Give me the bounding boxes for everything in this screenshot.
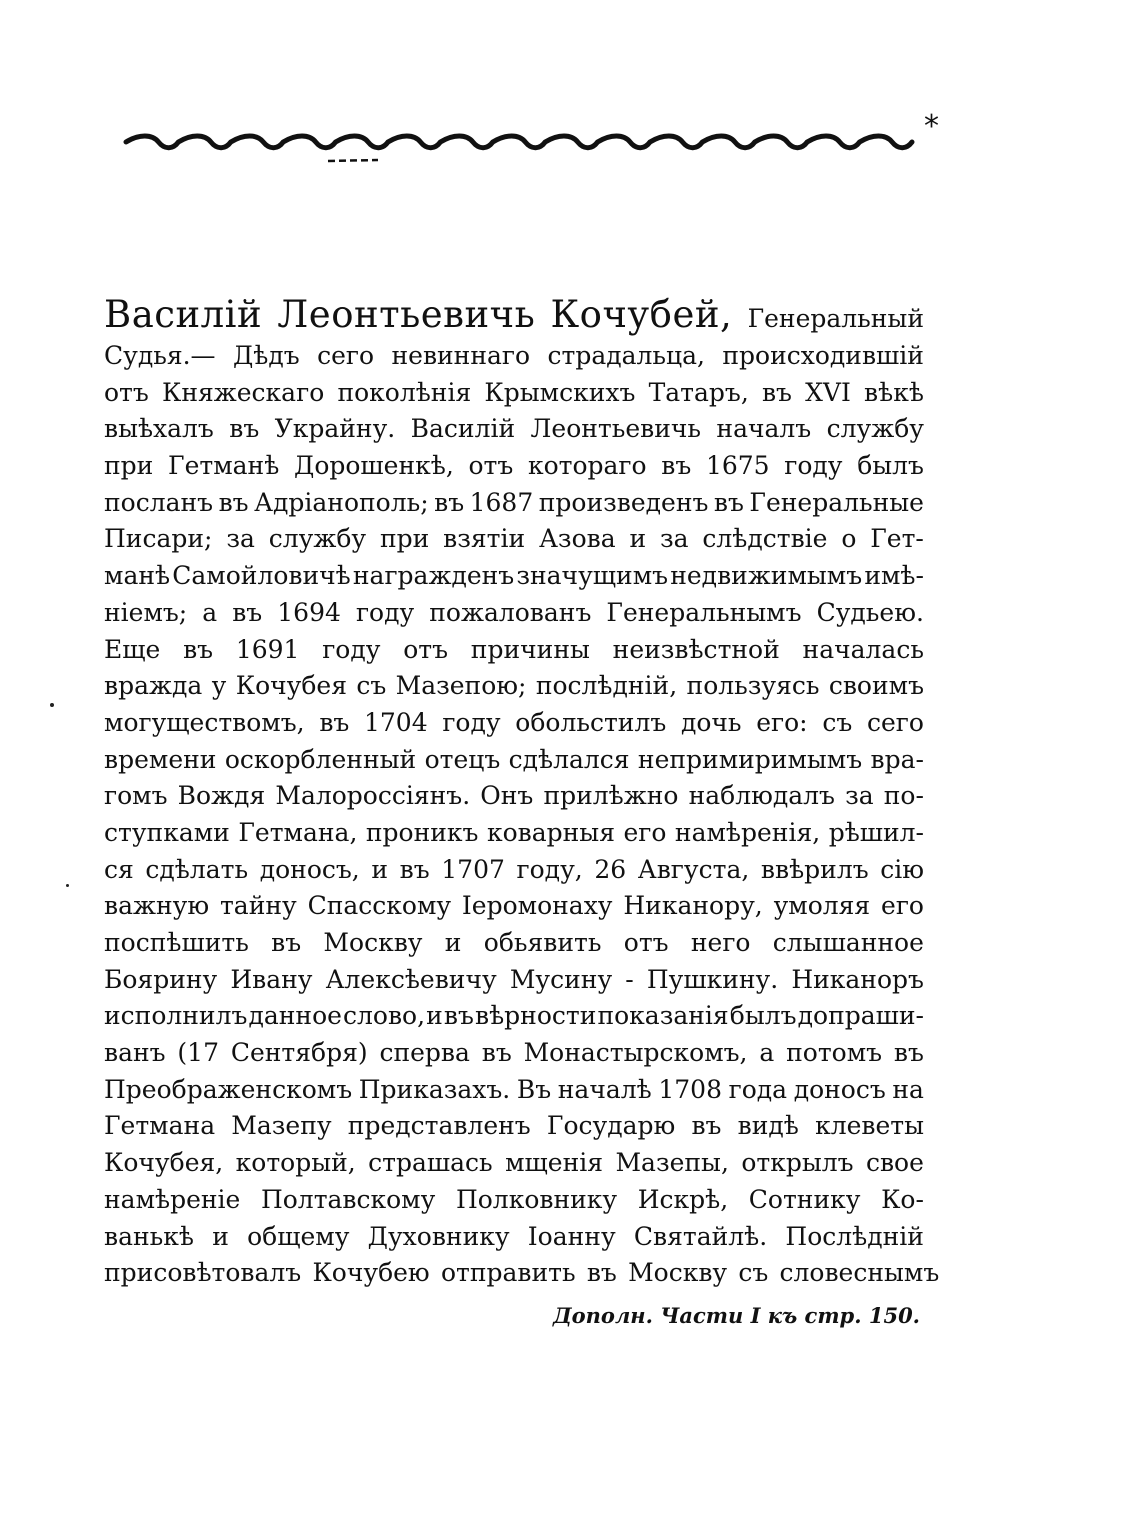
word: началась: [802, 634, 924, 664]
word: въ: [586, 1258, 617, 1288]
text-line-8: [104, 595, 924, 632]
word: Святайлѣ.: [633, 1221, 768, 1251]
word: въ: [434, 487, 465, 517]
text-line-13: [104, 778, 924, 815]
word: намѣренія,: [674, 817, 821, 847]
word: (17: [177, 1038, 219, 1068]
word: поколѣнія: [337, 377, 472, 407]
word: Княжескаго: [161, 377, 325, 407]
word: послѣдній,: [535, 671, 678, 701]
word: отъ: [104, 377, 149, 407]
text-line-2: [104, 375, 924, 412]
word: по-: [883, 781, 924, 811]
word: 1691: [235, 634, 300, 664]
paper-speck: [66, 884, 69, 887]
word: Леонтьевичь: [530, 414, 702, 444]
word: XVI: [805, 377, 851, 407]
word: Гетмана: [104, 1111, 216, 1141]
text-line-22: [104, 1108, 924, 1145]
word: сего: [866, 707, 924, 737]
word: вѣрности: [475, 1001, 597, 1031]
word: въ: [691, 1111, 722, 1141]
word: котораго: [527, 451, 647, 481]
word: Василій: [410, 414, 516, 444]
word: потомъ: [786, 1038, 883, 1068]
word: тайну: [219, 891, 297, 921]
text-line-21: [104, 1072, 924, 1109]
word: допраши-: [797, 1001, 924, 1031]
word: Малороссіянъ.: [275, 781, 471, 811]
word: манѣ: [104, 561, 171, 591]
text-lines: [104, 338, 940, 1292]
word: Въ: [516, 1074, 552, 1104]
word: 1675: [705, 451, 770, 481]
text-line-10: [104, 668, 924, 705]
word: въ: [232, 597, 263, 627]
word: времени: [104, 744, 217, 774]
word: который,: [235, 1148, 356, 1178]
word: ввѣрилъ: [760, 854, 869, 884]
word: въ: [443, 1001, 474, 1031]
word: Мазепою;: [395, 671, 527, 701]
word: дочь: [680, 707, 742, 737]
word: слѣдствіе: [702, 524, 828, 554]
word: свое: [865, 1148, 924, 1178]
word: награжденъ: [352, 561, 515, 591]
word: сего: [317, 341, 375, 370]
word: Мазепы,: [615, 1148, 729, 1178]
word: въ: [183, 634, 214, 664]
word: въ: [761, 377, 792, 407]
text-line-9: [104, 632, 924, 669]
word: при: [104, 451, 154, 481]
word: Никанору,: [623, 891, 763, 921]
word: Сотнику: [748, 1184, 861, 1214]
word: Августа,: [637, 854, 750, 884]
text-line-1: [104, 338, 924, 375]
word: Адріанополь;: [254, 487, 429, 517]
word: а: [202, 597, 218, 627]
word: въ: [319, 707, 350, 737]
word: страдальца,: [547, 341, 705, 370]
word: исполнилъ: [104, 1001, 248, 1031]
paper-speck: [50, 703, 54, 707]
word: при: [379, 524, 430, 554]
word: Монастырскомъ,: [523, 1038, 748, 1068]
word: посланъ: [104, 487, 214, 517]
word: происходившій: [722, 341, 924, 370]
word: поспѣшить: [104, 928, 249, 957]
word: словеснымъ: [779, 1258, 940, 1288]
word: страшась: [368, 1148, 493, 1178]
word: Украйну.: [274, 414, 396, 444]
word: его:: [756, 707, 808, 737]
word: причины: [470, 634, 590, 664]
word: отъ: [623, 928, 669, 957]
word: Кочубея,: [104, 1148, 224, 1178]
word: съ: [738, 1258, 769, 1288]
text-line-19: [104, 998, 924, 1035]
word: ніемъ;: [104, 597, 188, 627]
word: Духовнику: [367, 1221, 510, 1251]
text-line-4: [104, 448, 924, 485]
word: ванькѣ: [104, 1221, 194, 1251]
word: сперва: [379, 1038, 470, 1068]
word: Самойловичѣ: [172, 561, 351, 591]
word: клеветы: [815, 1111, 924, 1141]
word: Дѣдъ: [232, 341, 300, 370]
word: за: [226, 524, 255, 554]
word: Никаноръ: [791, 964, 924, 994]
word: Ко-: [881, 1184, 924, 1214]
heading-name-1: Василій: [104, 293, 263, 336]
word: Москву: [628, 1258, 728, 1288]
word: Боярину: [104, 964, 218, 994]
word: прилѣжно: [543, 781, 679, 811]
word: могуществомъ,: [104, 707, 305, 737]
word: показанія: [597, 1001, 729, 1031]
word: непримиримымъ: [637, 744, 863, 774]
word: Полковнику: [455, 1184, 618, 1214]
word: году,: [516, 854, 583, 884]
word: представленъ: [347, 1111, 531, 1141]
word: обольстилъ: [515, 707, 667, 737]
word: въ: [271, 928, 302, 957]
word: отъ: [468, 451, 514, 481]
word: 1694: [277, 597, 341, 627]
word: Онъ: [480, 781, 534, 811]
word: Судьею.: [816, 597, 924, 627]
word: -: [625, 964, 634, 994]
word: общему: [247, 1221, 350, 1251]
word: году: [442, 707, 501, 737]
text-line-14: [104, 815, 924, 852]
text-line-24: [104, 1182, 924, 1219]
word: за: [845, 781, 874, 811]
word: году: [322, 634, 381, 664]
word: и: [444, 928, 462, 957]
word: службу: [826, 414, 924, 444]
word: коварныя: [486, 817, 615, 847]
word: Москву: [323, 928, 423, 957]
text-line-16: [104, 888, 924, 925]
asterisk-mark: *: [924, 109, 939, 144]
word: въ: [229, 414, 260, 444]
word: Судья.—: [104, 341, 216, 370]
word: Гет-: [870, 524, 924, 554]
word: Мазепу: [231, 1111, 332, 1141]
word: года: [728, 1074, 788, 1104]
word: въ: [893, 1038, 924, 1068]
word: Іеромонаху: [461, 891, 613, 921]
word: съ: [822, 707, 853, 737]
word: Азова: [539, 524, 616, 554]
word: рѣшил-: [828, 817, 924, 847]
text-line-15: [104, 852, 924, 889]
word: Преображенскомъ: [104, 1074, 353, 1104]
word: вра-: [870, 744, 924, 774]
text-line-17: [104, 925, 924, 962]
word: видѣ: [737, 1111, 799, 1141]
word: невиннаго: [391, 341, 531, 370]
text-line-6: [104, 521, 924, 558]
word: слышанное: [772, 928, 924, 957]
word: сдѣлать: [145, 854, 249, 884]
word: его: [623, 817, 667, 847]
word: данное: [248, 1001, 342, 1031]
word: вражда: [104, 671, 203, 701]
word: Алексѣевичу: [325, 964, 497, 994]
word: неизвѣстной: [612, 634, 780, 664]
word: доносъ,: [259, 854, 360, 884]
word: Мусину: [509, 964, 613, 994]
word: 26: [594, 854, 627, 884]
word: него: [690, 928, 751, 957]
word: началъ: [716, 414, 812, 444]
word: Вождя: [177, 781, 266, 811]
word: 1708: [658, 1074, 722, 1104]
word: отъ: [403, 634, 449, 664]
word: доносъ: [793, 1074, 886, 1104]
word: обьявить: [483, 928, 602, 957]
word: Спасскому: [307, 891, 452, 921]
word: вѣкѣ: [864, 377, 924, 407]
word: отецъ: [424, 744, 501, 774]
word: значущимъ: [516, 561, 669, 591]
word: Дорошенкѣ,: [294, 451, 454, 481]
text-line-12: [104, 742, 924, 779]
text-line-5: [104, 485, 924, 522]
word: своимъ: [828, 671, 924, 701]
word: намѣреніе: [104, 1184, 241, 1214]
word: у: [211, 671, 227, 701]
text-line-25: [104, 1219, 924, 1256]
word: ванъ: [104, 1038, 166, 1068]
decorative-wave-ornament: [120, 112, 920, 172]
word: ступками: [104, 817, 230, 847]
text-line-26: [104, 1255, 940, 1292]
word: произведенъ: [538, 487, 709, 517]
word: пожалованъ: [429, 597, 592, 627]
word: его: [881, 891, 924, 921]
word: и: [629, 524, 647, 554]
word: оскорбленный: [224, 744, 417, 774]
heading-name-3: Кочубей,: [550, 293, 733, 336]
text-line-20: [104, 1035, 924, 1072]
word: началѣ: [557, 1074, 652, 1104]
word: въ: [218, 487, 249, 517]
word: и: [212, 1221, 229, 1251]
word: былъ: [857, 451, 924, 481]
word: Кочубея: [235, 671, 347, 701]
footer-reference: Дополн. Части I къ стр. 150.: [552, 1303, 920, 1328]
word: за: [660, 524, 689, 554]
word: и: [371, 854, 389, 884]
text-line-7: [104, 558, 924, 595]
word: Татаръ,: [648, 377, 749, 407]
word: взятіи: [443, 524, 526, 554]
word: гомъ: [104, 781, 168, 811]
word: о: [841, 524, 857, 554]
word: Искрѣ,: [637, 1184, 729, 1214]
word: Кочубею: [312, 1258, 430, 1288]
word: сдѣлался: [508, 744, 630, 774]
word: въ: [481, 1038, 512, 1068]
word: важную: [104, 891, 210, 921]
word: 1707: [441, 854, 505, 884]
word: году: [784, 451, 843, 481]
text-line-0: [104, 292, 924, 338]
word: Пушкину.: [646, 964, 779, 994]
word: въ: [661, 451, 692, 481]
word: отправить: [440, 1258, 576, 1288]
word: Писари;: [104, 524, 213, 554]
word: Генеральнымъ: [606, 597, 802, 627]
word: Генеральные: [749, 487, 924, 517]
article-text: [104, 292, 940, 1292]
word: 1687: [469, 487, 534, 517]
word: въ: [713, 487, 744, 517]
word: Полтавскому: [260, 1184, 436, 1214]
word: сію: [880, 854, 924, 884]
word: имѣ-: [864, 561, 924, 591]
word: мщенія: [505, 1148, 604, 1178]
word: 1704: [364, 707, 428, 737]
word: проникъ: [365, 817, 479, 847]
word: году: [355, 597, 415, 627]
text-line-3: [104, 411, 924, 448]
text-line-23: [104, 1145, 924, 1182]
word: былъ: [729, 1001, 797, 1031]
word: и: [426, 1001, 443, 1031]
heading-title: Генеральный: [747, 304, 924, 333]
word: Послѣдній: [785, 1221, 924, 1251]
word: Приказахъ.: [358, 1074, 511, 1104]
word: Крымскихъ: [484, 377, 636, 407]
text-line-11: [104, 705, 924, 742]
word: Гетманѣ: [168, 451, 280, 481]
word: Сентября): [230, 1038, 368, 1068]
word: наблюдалъ: [688, 781, 835, 811]
word: съ: [356, 671, 387, 701]
heading-name-2: Леонтьевичь: [277, 293, 536, 336]
word: Еще: [104, 634, 161, 664]
word: выѣхалъ: [104, 414, 214, 444]
word: на: [892, 1074, 924, 1104]
word: Іоанну: [527, 1221, 616, 1251]
word: пользуясь: [686, 671, 820, 701]
word: присовѣтовалъ: [104, 1258, 302, 1288]
word: открылъ: [741, 1148, 854, 1178]
word: а: [759, 1038, 775, 1068]
word: въ: [399, 854, 430, 884]
word: недвижимымъ: [670, 561, 863, 591]
word: ся: [104, 854, 134, 884]
text-line-18: [104, 962, 924, 999]
word: службу: [268, 524, 367, 554]
word: слово,: [343, 1001, 426, 1031]
word: Государю: [546, 1111, 676, 1141]
word: Гетмана,: [238, 817, 358, 847]
word: умоляя: [773, 891, 871, 921]
word: Ивану: [230, 964, 313, 994]
